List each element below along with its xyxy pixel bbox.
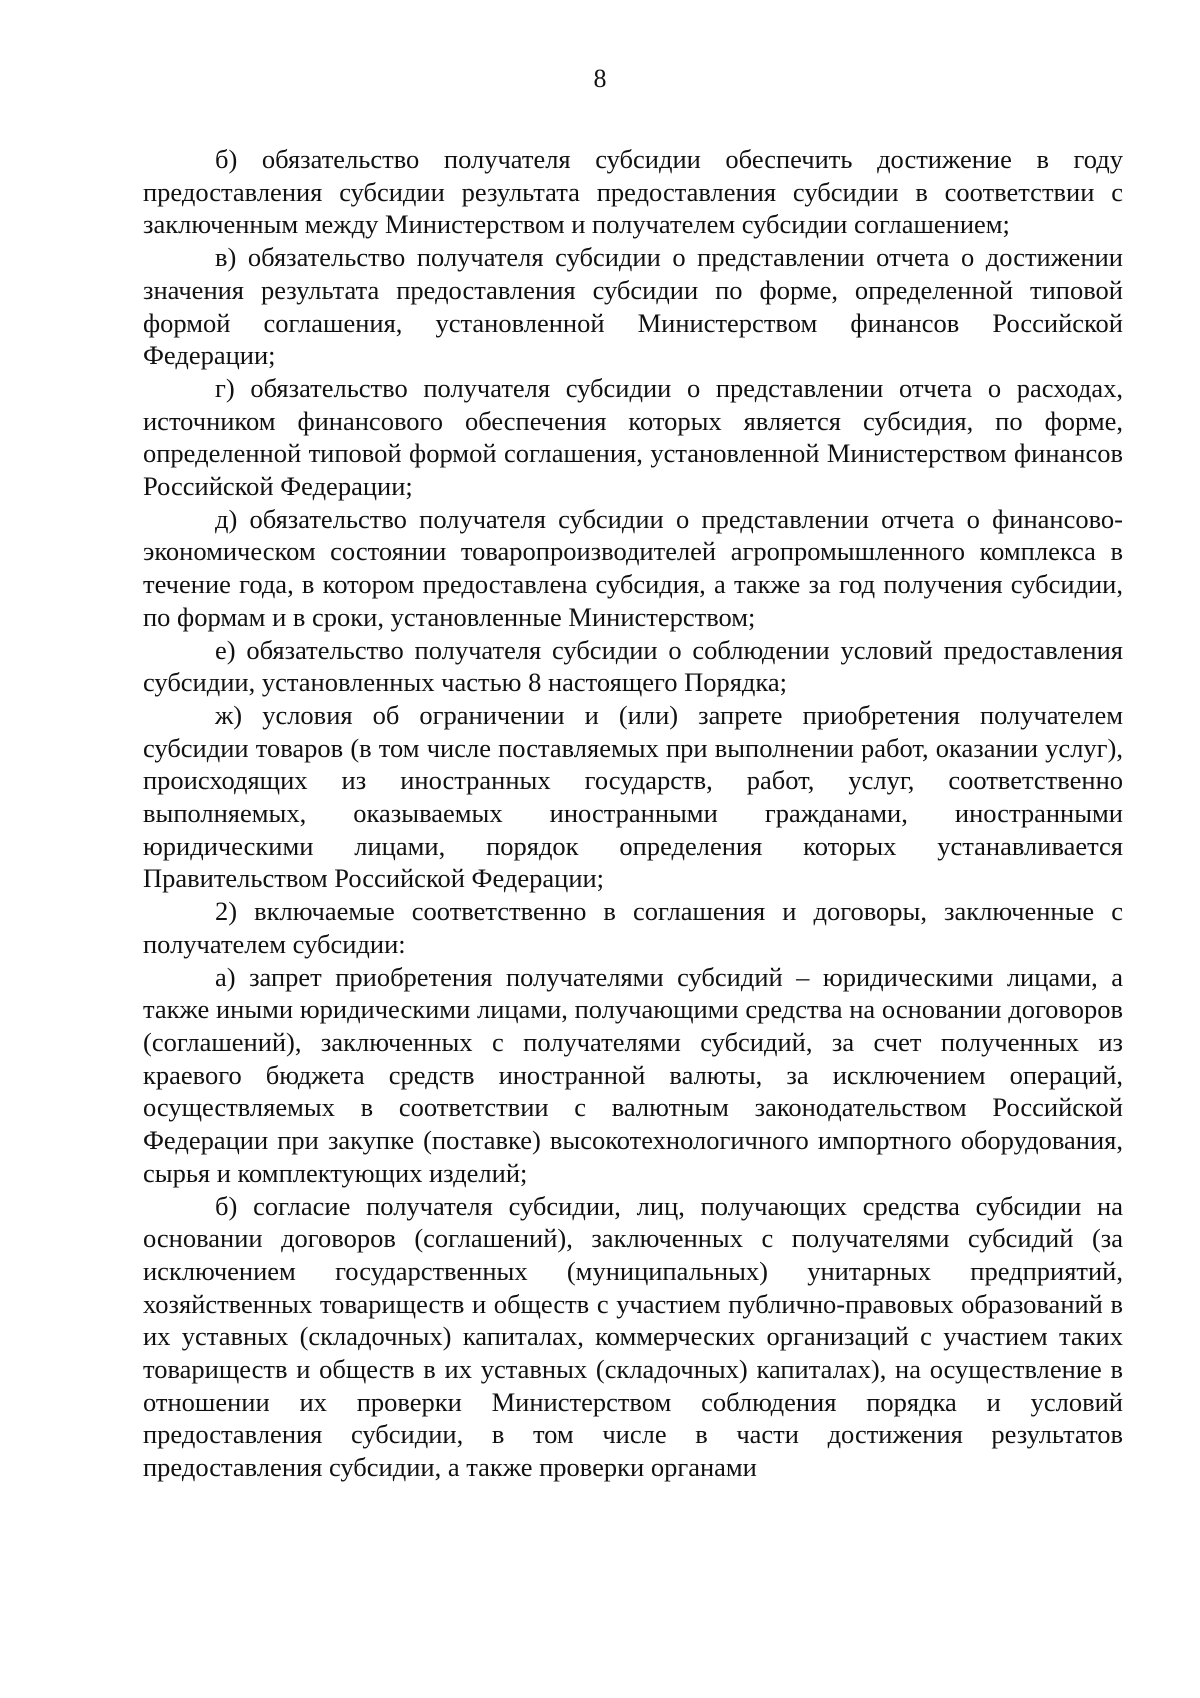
paragraph-2-agreement-terms: 2) включаемые соответственно в соглашения и договоры, заключенные с получателем субсидии:	[143, 896, 1123, 959]
paragraph-zh-foreign-goods-restriction: ж) условия об ограничении и (или) запрете приобретения получателем субсидии товаров (в том числе поставляемых при выполнении работ, оказании услуг), происходящих из иностранных государств, работ, услуг, соответственно выполняемых, оказываемых иностранными гражданами, иностранными юридическими лицами, порядок определения которых устанавливается Правительством Российской Федерации;	[143, 699, 1123, 894]
page-number: 8	[593, 64, 607, 93]
paragraph-b-inspection-consent: б) согласие получателя субсидии, лиц, получающих средства субсидии на основании договоров (соглашений), заключенных с получателями субсидий (за исключением государственных (муниципальных) унитарных предприятий, хозяйственных товариществ и обществ с участием публично-правовых образований в их уставных (складочных) капиталах, коммерческих организаций с участием таких товариществ и обществ в их уставных (складочных) капиталах), на осуществление в отношении их проверки Министерством соблюдения порядка и условий предоставления субсидии, в том числе в части достижения результатов предоставления субсидии, а также проверки органами	[143, 1190, 1123, 1483]
paragraph-d-financial-report: д) обязательство получателя субсидии о представлении отчета о финансово-экономическом состоянии товаропроизводителей агропромышленного комплекса в течение года, в котором предоставлена субсидия, а также за год получения субсидии, по формам и в сроки, установленные Министерством;	[143, 503, 1123, 632]
paragraph-v-result-report: в) обязательство получателя субсидии о представлении отчета о достижении значения результата предоставления субсидии по форме, определенной типовой формой соглашения, установленной Министерством финансов Российской Федерации;	[143, 242, 1123, 371]
paragraph-a-currency-ban: а) запрет приобретения получателями субсидий – юридическими лицами, а также иными юридическими лицами, получающими средства на основании договоров (соглашений), заключенных с получателями субсидий, за счет полученных из краевого бюджета средств иностранной валюты, за исключением операций, осуществляемых в соответствии с валютным законодательством Российской Федерации при закупке (поставке) высокотехнологичного импортного оборудования, сырья и комплектующих изделий;	[143, 961, 1123, 1188]
paragraph-e-conditions-compliance: е) обязательство получателя субсидии о соблюдении условий предоставления субсидии, установленных частью 8 настоящего Порядка;	[143, 634, 1123, 698]
paragraph-b-obligation-result: б) обязательство получателя субсидии обеспечить достижение в году предоставления субсидии результата предоставления субсидии в соответствии с заключенным между Министерством и получателем субсидии соглашением;	[143, 144, 1123, 240]
document-body	[143, 143, 1123, 1484]
paragraph-g-expense-report: г) обязательство получателя субсидии о представлении отчета о расходах, источником финансового обеспечения которых является субсидия, по форме, определенной типовой формой соглашения, установленной Министерством финансов Российской Федерации;	[143, 372, 1123, 502]
